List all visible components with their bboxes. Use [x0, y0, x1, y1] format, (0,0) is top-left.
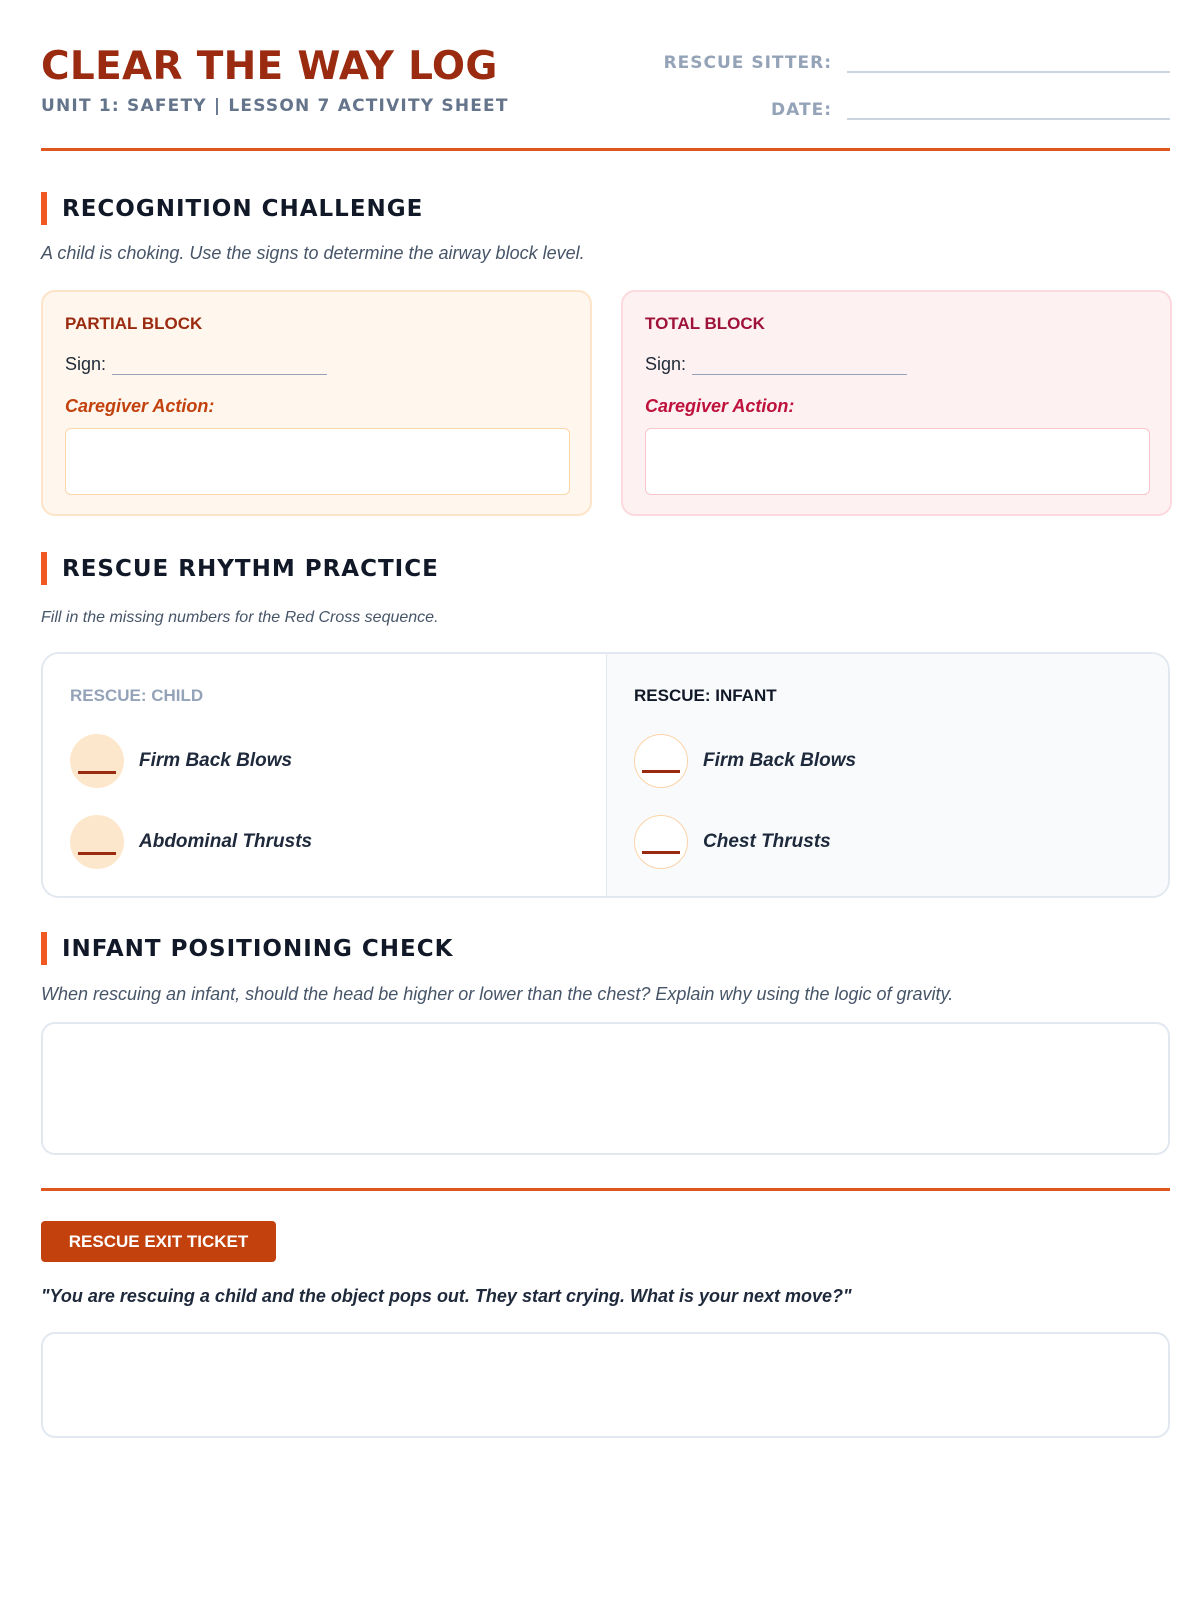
infant-step-chest-thrusts [634, 815, 831, 869]
count-blank[interactable] [634, 734, 688, 788]
step-label: Firm Back Blows [139, 750, 293, 771]
infant-column [607, 654, 1168, 896]
child-column-title: RESCUE: CHILD [70, 686, 204, 705]
exit-ticket-badge: RESCUE EXIT TICKET [41, 1221, 276, 1262]
exit-ticket-prompt: "You are rescuing a child and the object pops out. They start crying. What is your next move?" [41, 1286, 852, 1306]
total-action-label: Caregiver Action: [645, 396, 795, 416]
date-row [652, 91, 1170, 120]
recognition-heading [41, 192, 423, 225]
count-blank[interactable] [70, 734, 124, 788]
rhythm-title: RESCUE RHYTHM PRACTICE [62, 555, 439, 582]
accent-bar [41, 192, 47, 225]
total-sign-field[interactable] [692, 359, 907, 375]
rhythm-panel [41, 652, 1170, 898]
total-block-card [621, 290, 1172, 516]
page-header [41, 0, 1170, 152]
total-sign-label: Sign: [645, 354, 687, 374]
partial-action-input[interactable] [65, 428, 570, 495]
activity-sheet [41, 0, 1170, 1306]
child-step-back-blows [70, 734, 292, 788]
partial-block-title: PARTIAL BLOCK [65, 314, 203, 333]
step-label: Abdominal Thrusts [139, 831, 313, 852]
accent-bar [41, 552, 47, 585]
partial-sign-row [65, 354, 327, 375]
count-blank[interactable] [634, 815, 688, 869]
rescue-sitter-field[interactable] [847, 44, 1170, 73]
step-label: Firm Back Blows [703, 750, 857, 771]
positioning-answer-input[interactable] [41, 1022, 1170, 1155]
rhythm-heading [41, 552, 439, 585]
recognition-title: RECOGNITION CHALLENGE [62, 195, 424, 222]
infant-step-back-blows [634, 734, 856, 788]
blank-line [642, 851, 680, 854]
child-step-abdominal-thrusts [70, 815, 312, 869]
page-title: CLEAR THE WAY LOG [41, 44, 498, 89]
partial-sign-field[interactable] [112, 359, 327, 375]
rescue-sitter-label: RESCUE SITTER: [663, 53, 832, 73]
step-label: Chest Thrusts [703, 831, 831, 852]
date-field[interactable] [847, 91, 1170, 120]
partial-sign-label: Sign: [65, 354, 107, 374]
rescue-sitter-row [652, 44, 1170, 73]
blank-line [78, 771, 116, 774]
positioning-title: INFANT POSITIONING CHECK [62, 935, 454, 962]
count-blank[interactable] [70, 815, 124, 869]
total-block-title: TOTAL BLOCK [645, 314, 765, 333]
exit-divider [41, 1188, 1170, 1191]
total-sign-row [645, 354, 907, 375]
positioning-description: When rescuing an infant, should the head be higher or lower than the chest? Explain why using the logic of gravity. [41, 984, 954, 1004]
header-divider [41, 148, 1170, 151]
rhythm-description: Fill in the missing numbers for the Red Cross sequence. [41, 609, 439, 626]
blank-line [78, 852, 116, 855]
accent-bar [41, 932, 47, 965]
total-action-input[interactable] [645, 428, 1150, 495]
page-subtitle: UNIT 1: SAFETY | LESSON 7 ACTIVITY SHEET [41, 96, 509, 116]
partial-action-label: Caregiver Action: [65, 396, 215, 416]
infant-column-title: RESCUE: INFANT [634, 686, 777, 705]
blank-line [642, 770, 680, 773]
date-label: DATE: [771, 100, 832, 120]
recognition-description: A child is choking. Use the signs to determine the airway block level. [41, 243, 585, 263]
partial-block-card [41, 290, 592, 516]
exit-ticket-answer-input[interactable] [41, 1332, 1170, 1438]
child-column [43, 654, 607, 896]
positioning-heading [41, 932, 453, 965]
